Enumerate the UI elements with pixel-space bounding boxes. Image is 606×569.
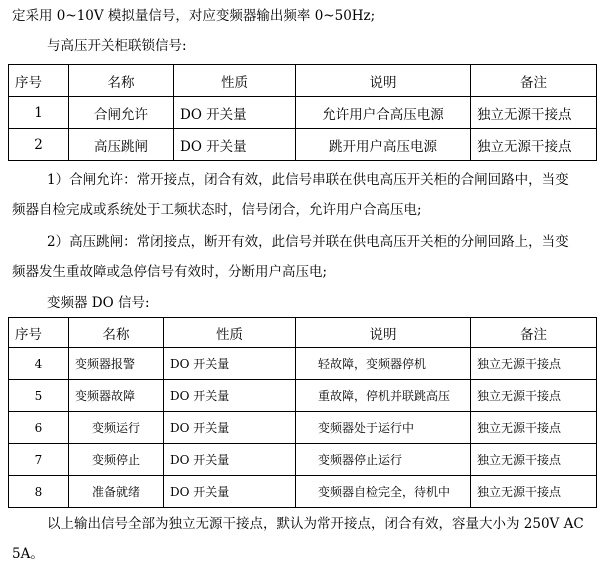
header-seq: 序号 (9, 65, 69, 97)
cell-desc: 重故障，停机并联跳高压 (296, 380, 471, 412)
cell-name: 变频器故障 (69, 380, 164, 412)
table-row (9, 380, 597, 412)
cell-type: DO 开关量 (164, 476, 296, 508)
cell-type: DO 开关量 (164, 380, 296, 412)
cell-seq: 5 (9, 380, 69, 412)
footer-line1: 以上输出信号全部为独立无源干接点，默认为常开接点，闭合有效，容量大小为 250V AC (47, 516, 584, 532)
cell-seq: 6 (9, 412, 69, 444)
table-row (9, 444, 597, 476)
table-row (9, 97, 597, 129)
do-signal-table (8, 317, 597, 508)
cell-desc: 允许用户合高压电源 (296, 97, 471, 129)
cell-name: 变频运行 (69, 412, 164, 444)
footer-line2: 5A。 (12, 546, 44, 562)
cell-name: 变频停止 (69, 444, 164, 476)
note2-line2: 频器发生重故障或急停信号有效时，分断用户高压电; (12, 264, 328, 280)
cell-desc: 变频器处于运行中 (296, 412, 471, 444)
cell-desc: 变频器停止运行 (296, 444, 471, 476)
header-name: 名称 (69, 65, 174, 97)
header-desc: 说明 (296, 318, 471, 348)
cell-type: DO 开关量 (174, 97, 296, 129)
cell-name: 合闸允许 (69, 97, 174, 129)
cell-remark: 独立无源干接点 (471, 476, 597, 508)
interlock-signal-table (8, 64, 597, 161)
note2-line1: 2）高压跳闸：常闭接点，断开有效，此信号并联在供电高压开关柜的分闸回路上，当变 (47, 234, 569, 250)
cell-seq: 8 (9, 476, 69, 508)
cell-remark: 独立无源干接点 (471, 129, 597, 161)
header-desc: 说明 (296, 65, 471, 97)
header-name: 名称 (69, 318, 164, 348)
table-row (9, 129, 597, 161)
table-header-row (9, 65, 597, 97)
cell-remark: 独立无源干接点 (471, 97, 597, 129)
table-row (9, 476, 597, 508)
note1-line1: 1）合闸允许：常开接点，闭合有效，此信号串联在供电高压开关柜的合闸回路中，当变 (47, 172, 569, 188)
header-seq: 序号 (9, 318, 69, 348)
cell-desc: 跳开用户高压电源 (296, 129, 471, 161)
cell-seq: 4 (9, 348, 69, 380)
table-header-row (9, 318, 597, 348)
header-remark: 备注 (471, 318, 597, 348)
header-type: 性质 (164, 318, 296, 348)
note1-line2: 频器自检完成或系统处于工频状态时，信号闭合，允许用户合高压电; (12, 202, 422, 218)
section1-title: 与高压开关柜联锁信号: (47, 38, 187, 54)
cell-remark: 独立无源干接点 (471, 380, 597, 412)
cell-name: 变频器报警 (69, 348, 164, 380)
intro-line: 定采用 0~10V 模拟量信号，对应变频器输出频率 0~50Hz; (12, 8, 376, 24)
cell-desc: 轻故障，变频器停机 (296, 348, 471, 380)
cell-desc: 变频器自检完全，待机中 (296, 476, 471, 508)
header-type: 性质 (174, 65, 296, 97)
table-row (9, 348, 597, 380)
cell-type: DO 开关量 (164, 444, 296, 476)
section2-title: 变频器 DO 信号: (47, 295, 150, 311)
cell-remark: 独立无源干接点 (471, 348, 597, 380)
header-remark: 备注 (471, 65, 597, 97)
cell-type: DO 开关量 (164, 412, 296, 444)
table-row (9, 412, 597, 444)
cell-type: DO 开关量 (164, 348, 296, 380)
cell-name: 准备就绪 (69, 476, 164, 508)
cell-remark: 独立无源干接点 (471, 412, 597, 444)
cell-remark: 独立无源干接点 (471, 444, 597, 476)
cell-seq: 7 (9, 444, 69, 476)
cell-name: 高压跳闸 (69, 129, 174, 161)
cell-type: DO 开关量 (174, 129, 296, 161)
cell-seq: 1 (9, 97, 69, 129)
cell-seq: 2 (9, 129, 69, 161)
